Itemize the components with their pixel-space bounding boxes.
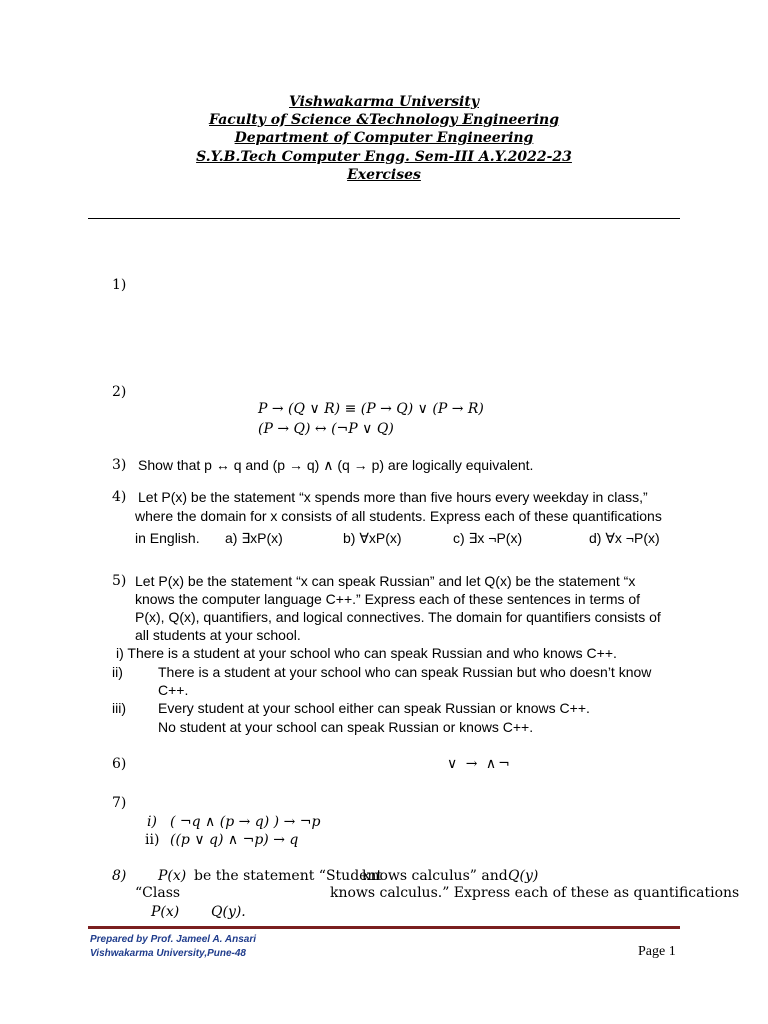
footer-prepared-by: Prepared by Prof. Jameel A. Ansari	[90, 934, 256, 945]
q8-line-1-text: be the statement “Student	[194, 868, 383, 884]
header-department: Department of Computer Engineering	[234, 130, 534, 146]
q5-line-2: knows the computer language C++.” Express each of these sentences in terms of	[135, 591, 641, 607]
q7-item-i: ( ¬q ∧ (p → q) ) → ¬p	[170, 814, 321, 830]
q5-item-i: i) There is a student at your school who can speak Russian and who knows C++.	[116, 645, 617, 661]
q5-item-ii-line-1: There is a student at your school who can speak Russian but who doesn’t know	[158, 664, 652, 680]
q8-number: 8)	[112, 868, 127, 884]
q5-number: 5)	[112, 573, 127, 589]
q4-option-d: d) ∀x ¬P(x)	[589, 530, 660, 546]
q8-px: P(x)	[158, 868, 187, 884]
q4-option-c: c) ∃x ¬P(x)	[453, 530, 523, 546]
q6-symbols: ∨ → ∧¬	[447, 756, 512, 772]
q7-item-i-label: i)	[147, 814, 157, 830]
q4-line-2: where the domain for x consists of all students. Express each of these quantifications	[135, 508, 662, 524]
footer-divider	[88, 926, 680, 929]
q5-item-ii-line-2: C++.	[158, 682, 189, 698]
q5-item-iv: No student at your school can speak Russian or knows C++.	[158, 719, 534, 735]
q4-number: 4)	[112, 489, 127, 505]
q4-option-b: b) ∀xP(x)	[343, 530, 402, 546]
q3-number: 3)	[112, 457, 127, 473]
footer-address: Vishwakarma University,Pune-48	[90, 948, 246, 959]
header-divider	[88, 218, 680, 219]
q4-line-1: Let P(x) be the statement “x spends more than five hours every weekday in class,”	[138, 489, 648, 505]
q2-formula-1: P → (Q ∨ R) ≡ (P → Q) ∨ (P → R)	[258, 401, 484, 417]
q7-number: 7)	[112, 795, 127, 811]
header-title: Exercises	[347, 167, 421, 183]
q3-text: Show that p ↔ q and (p → q) ∧ (q → p) are logically equivalent.	[138, 457, 534, 473]
header-course: S.Y.B.Tech Computer Engg. Sem-III A.Y.2022-23	[196, 149, 572, 165]
q5-line-3: P(x), Q(x), quantifiers, and logical connectives. The domain for quantifiers consists of	[135, 609, 661, 625]
q8-line-3-px: P(x)	[151, 904, 180, 920]
q7-item-ii: ((p ∨ q) ∧ ¬p) → q	[170, 832, 299, 848]
q8-line-1-cont: knows calculus” and	[362, 868, 508, 884]
q6-number: 6)	[112, 756, 127, 772]
q2-number: 2)	[112, 384, 127, 400]
q8-line-2-class: “Class	[135, 885, 181, 901]
q2-formula-2: (P → Q) ↔ (¬P ∨ Q)	[258, 421, 394, 437]
q7-item-ii-label: ii)	[145, 832, 160, 848]
q4-lead: in English.	[135, 530, 200, 546]
page-number: Page 1	[638, 944, 676, 959]
q8-line-3-qy: Q(y).	[211, 904, 246, 920]
q8-line-2-text: knows calculus.” Express each of these as quantifications	[330, 885, 740, 901]
q5-item-iii: Every student at your school either can speak Russian or knows C++.	[158, 700, 590, 716]
q5-line-1: Let P(x) be the statement “x can speak Russian” and let Q(x) be the statement “x	[135, 573, 636, 589]
q8-qy: Q(y)	[508, 868, 539, 884]
q1-number: 1)	[112, 277, 127, 293]
q5-item-ii-label: ii)	[112, 664, 123, 680]
header-faculty: Faculty of Science &Technology Engineering	[209, 112, 559, 128]
header-university: Vishwakarma University	[289, 94, 479, 110]
q5-item-iii-label: iii)	[112, 700, 126, 716]
q5-line-4: all students at your school.	[135, 627, 301, 643]
q4-option-a: a) ∃xP(x)	[225, 530, 283, 546]
